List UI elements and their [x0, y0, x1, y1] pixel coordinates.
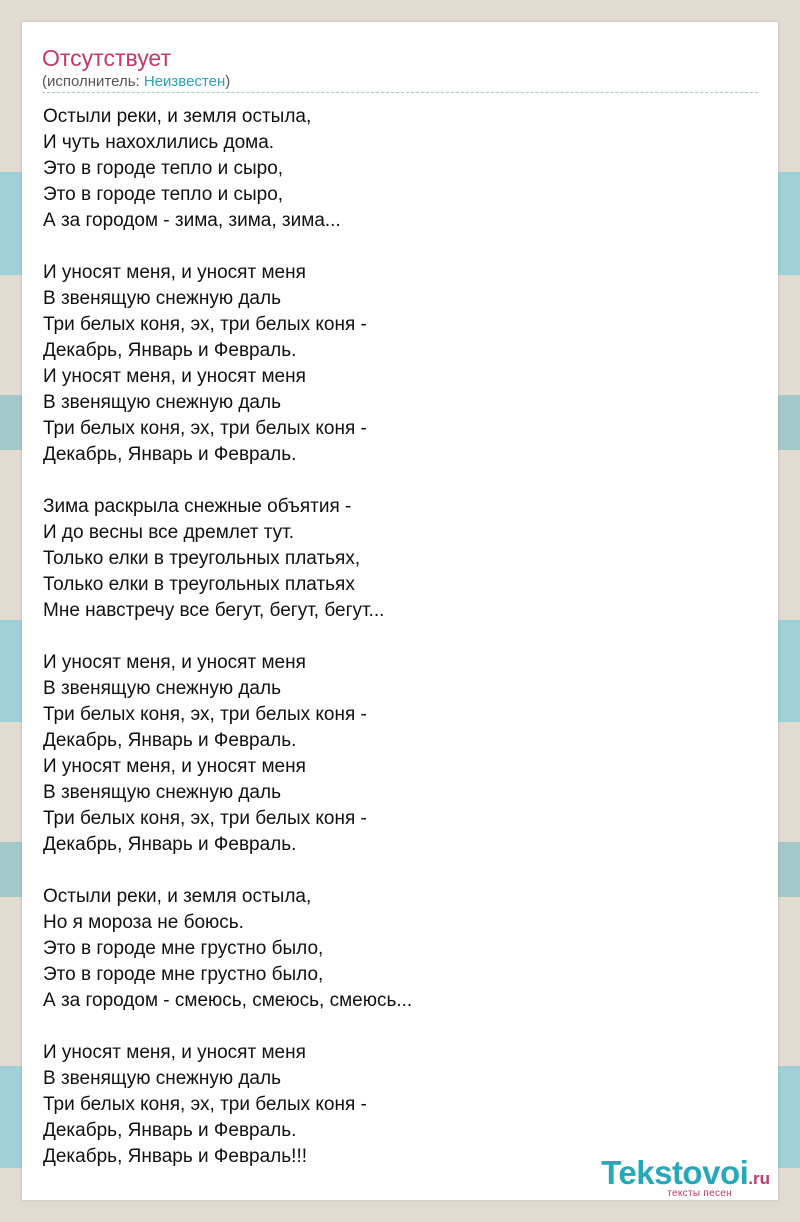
logo-tld: .ru	[748, 1169, 770, 1188]
lyric-line: И чуть нахохлились дома.	[43, 132, 275, 153]
lyric-line: Это в городе тепло и сыро,	[43, 184, 284, 205]
lyric-line: В звенящую снежную даль	[43, 782, 281, 803]
lyric-line: Только елки в треугольных платьях,	[43, 548, 361, 569]
lyric-line: И уносят меня, и уносят меня	[43, 1042, 306, 1063]
artist-line	[42, 72, 230, 92]
lyric-line: Но я мороза не боюсь.	[43, 912, 244, 933]
lyric-line: И уносят меня, и уносят меня	[43, 262, 306, 283]
lyric-line: Декабрь, Январь и Февраль.	[43, 1120, 297, 1141]
stanza-gap	[43, 1014, 763, 1040]
lyrics-card	[22, 22, 778, 1200]
lyric-line: Декабрь, Январь и Февраль.	[43, 834, 297, 855]
logo-tagline: тексты песен	[667, 1188, 732, 1199]
artist-suffix: )	[225, 73, 231, 90]
lyric-line: А за городом - зима, зима, зима...	[43, 210, 341, 231]
site-logo[interactable]	[601, 1154, 770, 1199]
artist-prefix: (исполнитель:	[42, 73, 144, 90]
lyric-line: Декабрь, Январь и Февраль.	[43, 340, 297, 361]
lyric-line: Декабрь, Январь и Февраль.	[43, 444, 297, 465]
lyric-line: И до весны все дремлет тут.	[43, 522, 295, 543]
stanza-gap	[43, 624, 763, 650]
lyric-line: Три белых коня, эх, три белых коня -	[43, 808, 367, 829]
title-divider	[42, 92, 758, 93]
lyric-line: А за городом - смеюсь, смеюсь, смеюсь...	[43, 990, 413, 1011]
song-title: Отсутствует	[42, 45, 171, 71]
lyric-line: Зима раскрыла снежные объятия -	[43, 496, 352, 517]
stanza-gap	[43, 468, 763, 494]
lyric-line: Три белых коня, эх, три белых коня -	[43, 704, 367, 725]
lyric-line: Три белых коня, эх, три белых коня -	[43, 1094, 367, 1115]
artist-link[interactable]: Неизвестен	[143, 73, 226, 90]
lyric-line: И уносят меня, и уносят меня	[43, 756, 306, 777]
lyric-line: Остыли реки, и земля остыла,	[43, 886, 312, 907]
lyric-line: Декабрь, Январь и Февраль!!!	[43, 1146, 307, 1167]
lyric-line: И уносят меня, и уносят меня	[43, 366, 306, 387]
lyric-line: Декабрь, Январь и Февраль.	[43, 730, 297, 751]
lyrics-body	[43, 104, 763, 1170]
lyric-line: В звенящую снежную даль	[43, 392, 281, 413]
logo-brand: Tekstovoi	[601, 1154, 749, 1191]
stanza-gap	[43, 234, 763, 260]
lyric-line: В звенящую снежную даль	[43, 288, 281, 309]
lyric-line: Это в городе тепло и сыро,	[43, 158, 284, 179]
lyric-line: Три белых коня, эх, три белых коня -	[43, 314, 367, 335]
lyric-line: Три белых коня, эх, три белых коня -	[43, 418, 367, 439]
lyric-line: И уносят меня, и уносят меня	[43, 652, 306, 673]
lyric-line: В звенящую снежную даль	[43, 678, 281, 699]
stanza-gap	[43, 858, 763, 884]
lyric-line: Остыли реки, и земля остыла,	[43, 106, 312, 127]
lyric-line: Это в городе мне грустно было,	[43, 938, 324, 959]
lyric-line: В звенящую снежную даль	[43, 1068, 281, 1089]
lyric-line: Мне навстречу все бегут, бегут, бегут...	[43, 600, 385, 621]
lyric-line: Только елки в треугольных платьях	[43, 574, 355, 595]
lyric-line: Это в городе мне грустно было,	[43, 964, 324, 985]
